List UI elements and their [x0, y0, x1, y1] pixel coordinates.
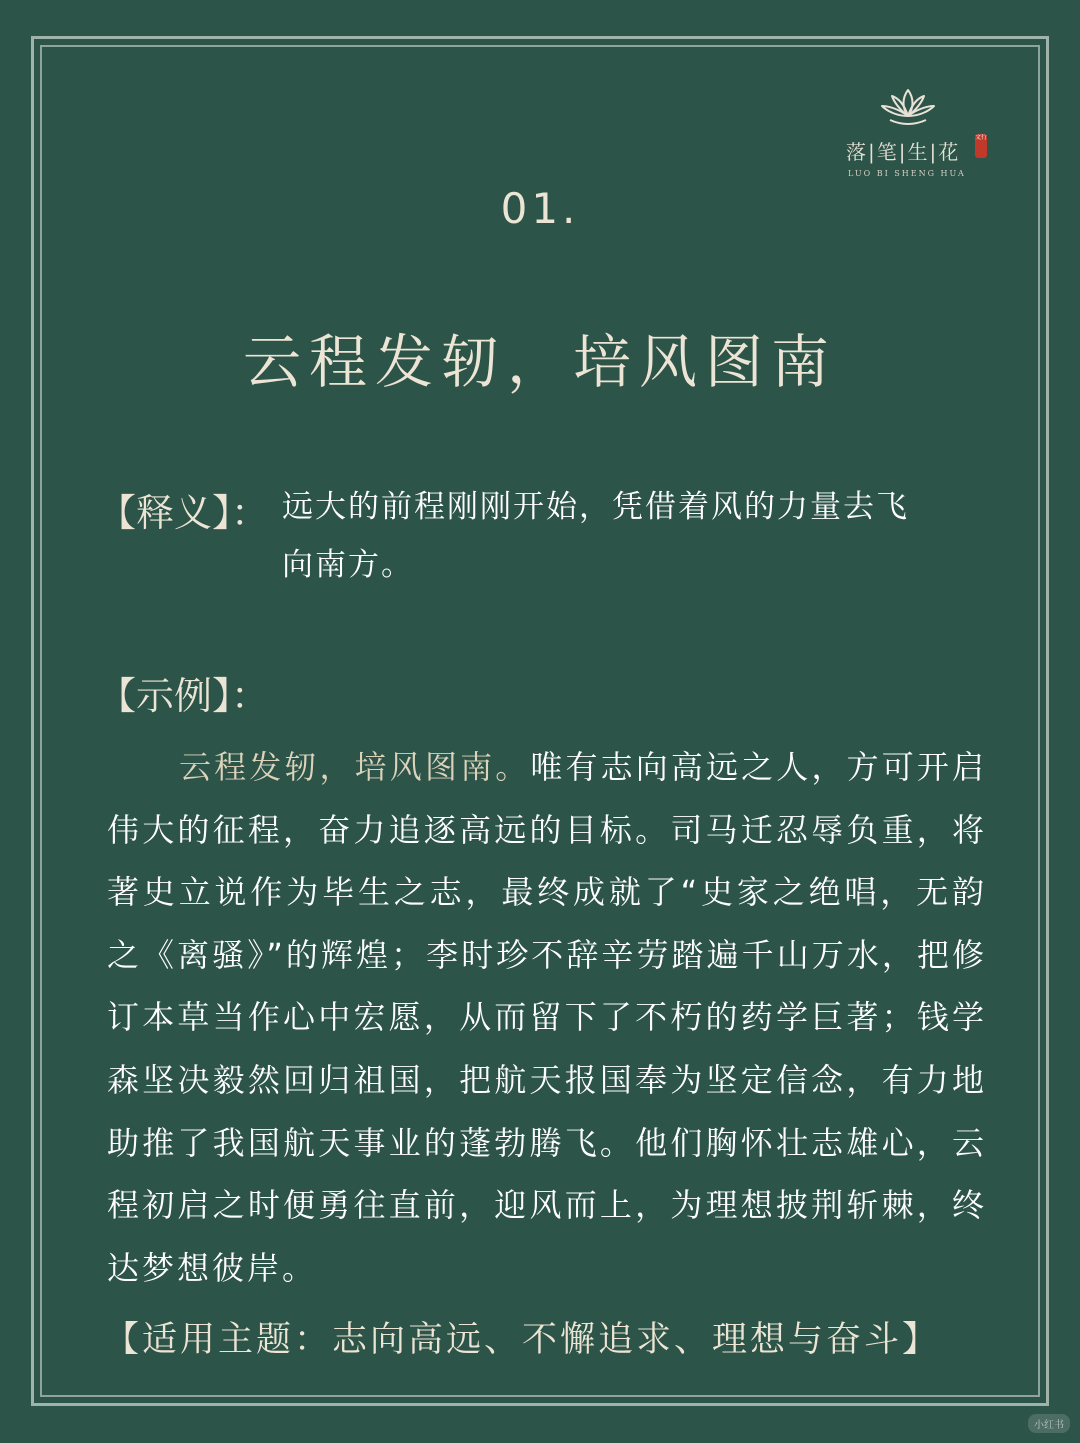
example-lead: 云程发轫，培风图南。 — [179, 748, 531, 786]
example-paragraph — [107, 736, 987, 1299]
logo-pinyin: LUO BI SHENG HUA — [848, 169, 966, 178]
brand-logo — [838, 86, 998, 186]
example-text: 唯有志向高远之人，方可开启伟大的征程，奋力追逐高远的目标。司马迁忍辱负重，将著史立说作为毕生之志，最终成就了“史家之绝唱，无韵之《离骚》”的辉煌；李时珍不辞辛劳踏遍千山万水，把修订本草当作心中宏愿，从而留下了不朽的药学巨著；钱学森坚决毅然回归祖国，把航天报国奉为坚定信念，有力地助推了我国航天事业的蓬勃腾飞。他们胸怀壮志雄心，云程初启之时便勇往直前，迎风而上，为理想披荆斩棘，终达梦想彼岸。 — [107, 748, 987, 1287]
idiom-number: 01. — [500, 184, 580, 233]
definition-text: 远大的前程刚刚开始，凭借着风的力量去飞向南方。 — [282, 489, 909, 583]
watermark: 小红书 — [1028, 1414, 1070, 1433]
lotus-icon — [876, 86, 940, 130]
idiom-title: 云程发轫，培风图南 — [242, 328, 837, 396]
definition-label: 【释义】： — [98, 491, 270, 535]
logo-seal: 文行 — [975, 134, 987, 158]
logo-text: 落|笔|生|花 — [846, 140, 961, 164]
applicable-themes: 【适用主题：志向高远、不懈追求、理想与奋斗】 — [104, 1320, 941, 1360]
example-label: 【示例】： — [98, 674, 270, 718]
